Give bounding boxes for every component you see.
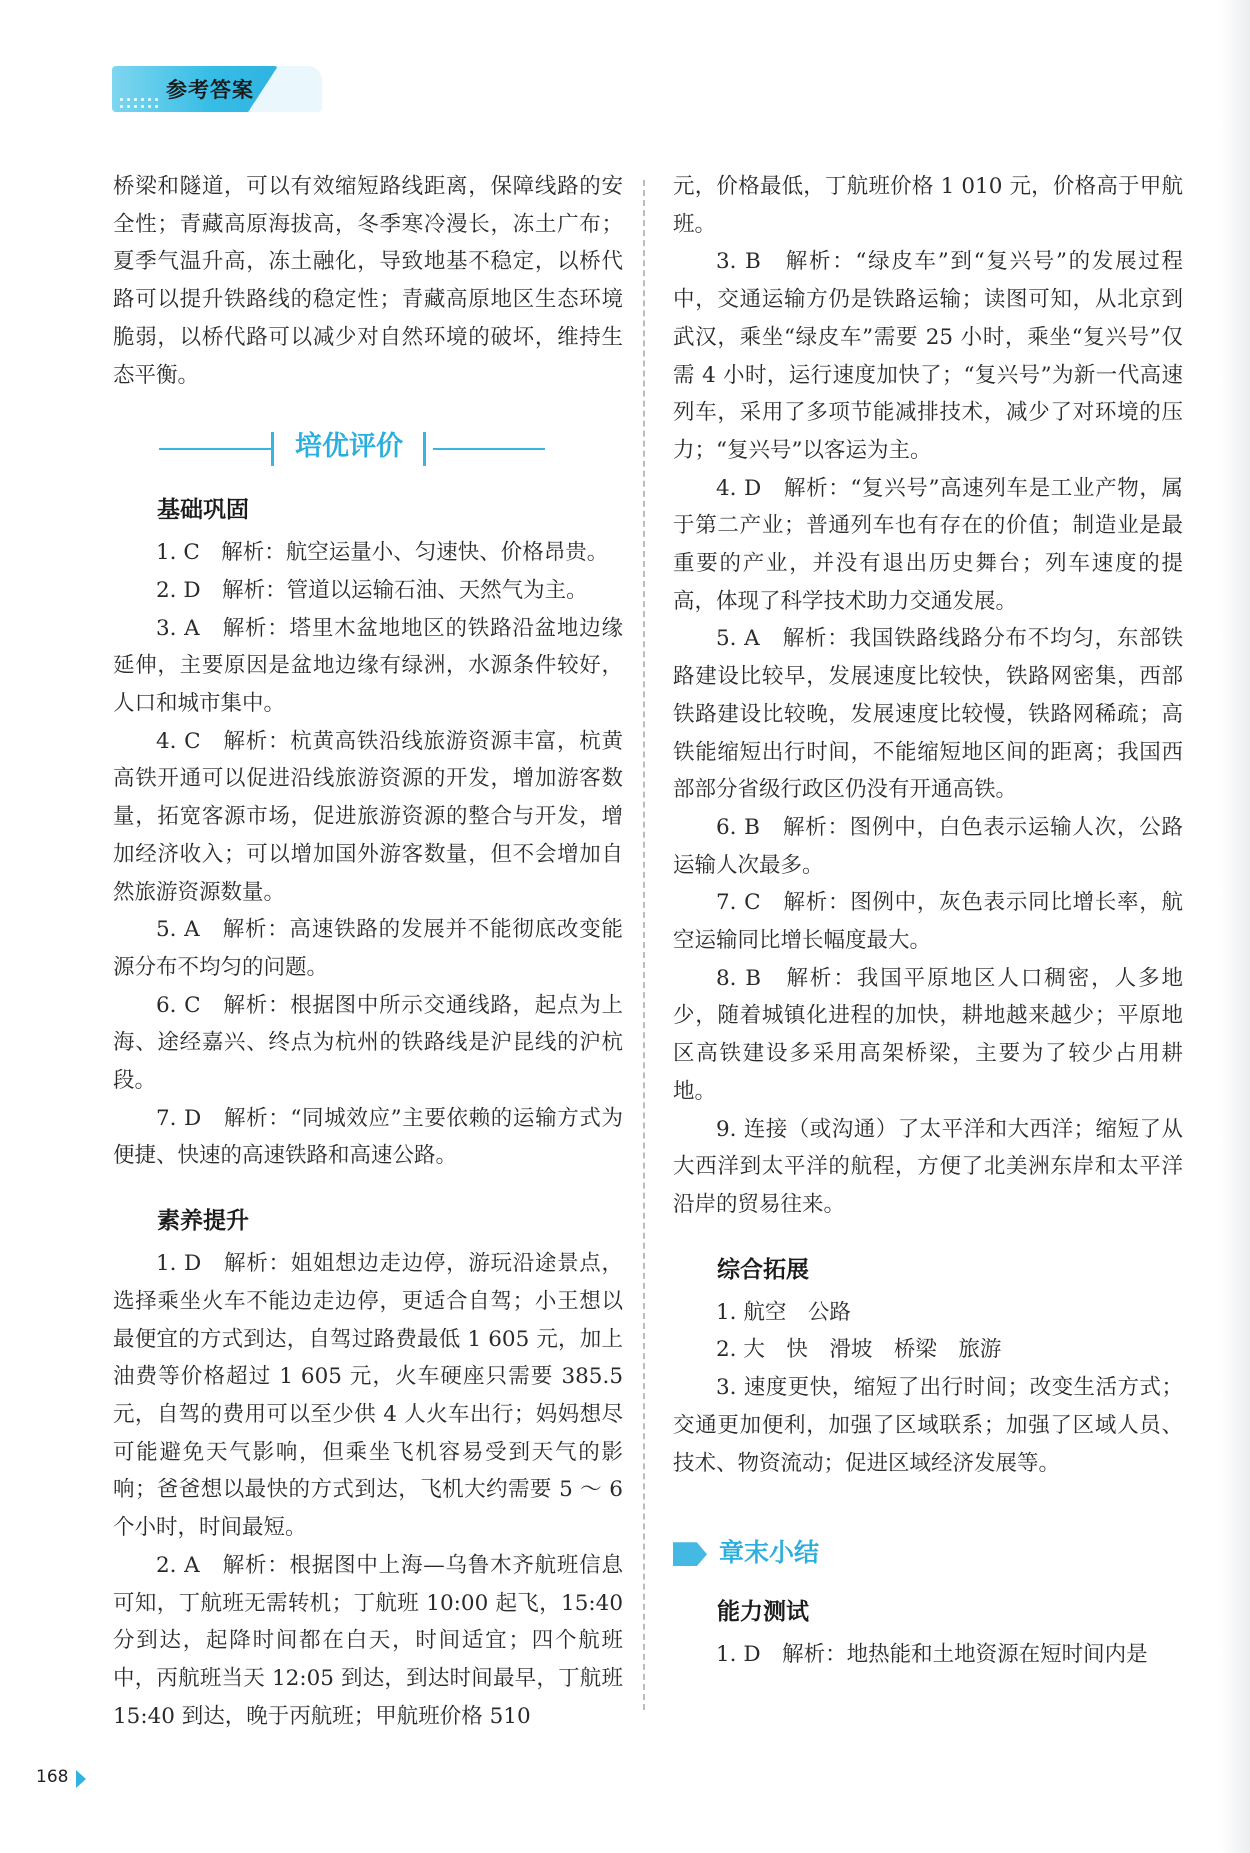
- chapter-summary-title: [673, 1532, 1183, 1580]
- heading-literacy: 素养提升: [157, 1208, 249, 1235]
- header-dots-decoration: [118, 96, 162, 110]
- answer-item: 1. C 解析：航空运量小、匀速快、价格昂贵。: [156, 540, 609, 566]
- answer-item: 5. A 解析：高速铁路的发展并不能彻底改变能源分布不均匀的问题。: [113, 917, 623, 980]
- section-title-peiyou: [113, 424, 623, 476]
- right-column: [673, 168, 1183, 1674]
- title-line-right: [433, 448, 545, 450]
- chapter-title-text: 章末小结: [719, 1538, 820, 1568]
- answer-item: 1. D 解析：地热能和土地资源在短时间内是: [716, 1642, 1148, 1668]
- answer-item: 4. D 解析：“复兴号”高速列车是工业产物，属于第二产业；普通列车也有存在的价值；制造业是最重要的产业，并没有退出历史舞台；列车速度的提高，体现了科学技术助力交通发展。: [673, 475, 1183, 614]
- answer-item: 5. A 解析：我国铁路线路分布不均匀，东部铁路建设比较早，发展速度比较快，铁路网密集，西部铁路建设比较晚，发展速度比较慢，铁路网稀疏；高铁能缩短出行时间，不能缩短地区间的距离；我国西部部分省级行政区仍没有开通高铁。: [673, 626, 1183, 803]
- answer-item: 3. 速度更快，缩短了出行时间；改变生活方式；交通更加便利，加强了区域联系；加强了区域人员、技术、物资流动；促进区域经济发展等。: [673, 1375, 1183, 1476]
- answer-item: 9. 连接（或沟通）了太平洋和大西洋；缩短了从大西洋到太平洋的航程，方便了北美洲东岸和太平洋沿岸的贸易往来。: [673, 1116, 1183, 1217]
- page-number: 168: [36, 1767, 69, 1787]
- answer-item: 1. 航空 公路: [716, 1299, 851, 1325]
- title-bar-left: [271, 432, 274, 466]
- chapter-arrow-icon: [673, 1542, 707, 1566]
- answer-item: 7. D 解析：“同城效应”主要依赖的运输方式为便捷、快速的高速铁路和高速公路。: [113, 1105, 623, 1169]
- answer-item: 8. B 解析：我国平原地区人口稠密，人多地少，随着城镇化进程的加快，耕地越来越少；平原地区高铁建设多采用高架桥梁，主要为了较少占用耕地。: [673, 965, 1183, 1104]
- answer-item: 1. D 解析：姐姐想边走边停，游玩沿途景点，选择乘坐火车不能边走边停，更适合自驾；小王想以最便宜的方式到达，自驾过路费最低 1 605 元，加上油费等价格超过 1 605 元，火车硬座只需要 385.5 元，自驾的费用可以至少供 4 人火车出行；妈妈想尽可能避免天气影响，但乘坐飞机容易受到天气的影响；爸爸想以最快的方式到达，飞机大约需要 5 ～ 6 个小时，时间最短。: [113, 1251, 623, 1541]
- header-title: 参考答案: [166, 78, 254, 102]
- section-title-text: 培优评价: [295, 431, 403, 463]
- answer-item: 3. A 解析：塔里木盆地地区的铁路沿盆地边缘延伸，主要原因是盆地边缘有绿洲，水源条件较好，人口和城市集中。: [113, 615, 623, 717]
- left-column: [113, 168, 623, 1735]
- answer-item: 4. C 解析：杭黄高铁沿线旅游资源丰富，杭黄高铁开通可以促进沿线旅游资源的开发，增加游客数量，拓宽客源市场，促进旅游资源的整合与开发，增加经济收入；可以增加国外游客数量，但不会增加自然旅游资源数量。: [113, 728, 623, 905]
- heading-extension: 综合拓展: [717, 1256, 809, 1283]
- heading-ability-test: 能力测试: [717, 1599, 809, 1626]
- page-edge-shadow: [1220, 0, 1250, 1853]
- answer-item: 7. C 解析：图例中，灰色表示同比增长率，航空运输同比增长幅度最大。: [673, 890, 1183, 954]
- title-bar-right: [423, 432, 426, 466]
- page-arrow-icon: [76, 1770, 86, 1788]
- intro-paragraph: 桥梁和隧道，可以有效缩短路线距离，保障线路的安全性；青藏高原海拔高，冬季寒冷漫长，冻土广布；夏季气温升高，冻土融化，导致地基不稳定，以桥代路可以提升铁路线的稳定性；青藏高原地区生态环境脆弱，以桥代路可以减少对自然环境的破坏，维持生态平衡。: [113, 174, 623, 388]
- answer-item: 2. 大 快 滑坡 桥梁 旅游: [716, 1337, 1002, 1363]
- header-tab: [112, 66, 322, 112]
- answer-item: 6. C 解析：根据图中所示交通线路，起点为上海、途经嘉兴、终点为杭州的铁路线是沪昆线的沪杭段。: [113, 992, 623, 1094]
- continued-paragraph: 元，价格最低，丁航班价格 1 010 元，价格高于甲航班。: [673, 174, 1183, 237]
- answer-item: 3. B 解析：“绿皮车”到“复兴号”的发展过程中，交通运输方仍是铁路运输；读图可知，从北京到武汉，乘坐“绿皮车”需要 25 小时，乘坐“复兴号”仅需 4 小时，运行速度加快了；“复兴号”为新一代高速列车，采用了多项节能减排技术，减少了对环境的压力；“复兴号”以客运为主。: [673, 249, 1183, 463]
- column-divider: [643, 180, 645, 1710]
- heading-basic: 基础巩固: [157, 497, 249, 524]
- answer-item: 2. D 解析：管道以运输石油、天然气为主。: [156, 577, 588, 603]
- title-line-left: [159, 448, 271, 450]
- answer-item: 6. B 解析：图例中，白色表示运输人次，公路运输人次最多。: [673, 814, 1183, 878]
- answer-item: 2. A 解析：根据图中上海—乌鲁木齐航班信息可知，丁航班无需转机；丁航班 10:00 起飞，15:40 分到达，起降时间都在白天，时间适宜；四个航班中，丙航班当天 12:05 到达，到达时间最早，丁航班 15:40 到达，晚于丙航班；甲航班价格 510: [113, 1552, 623, 1729]
